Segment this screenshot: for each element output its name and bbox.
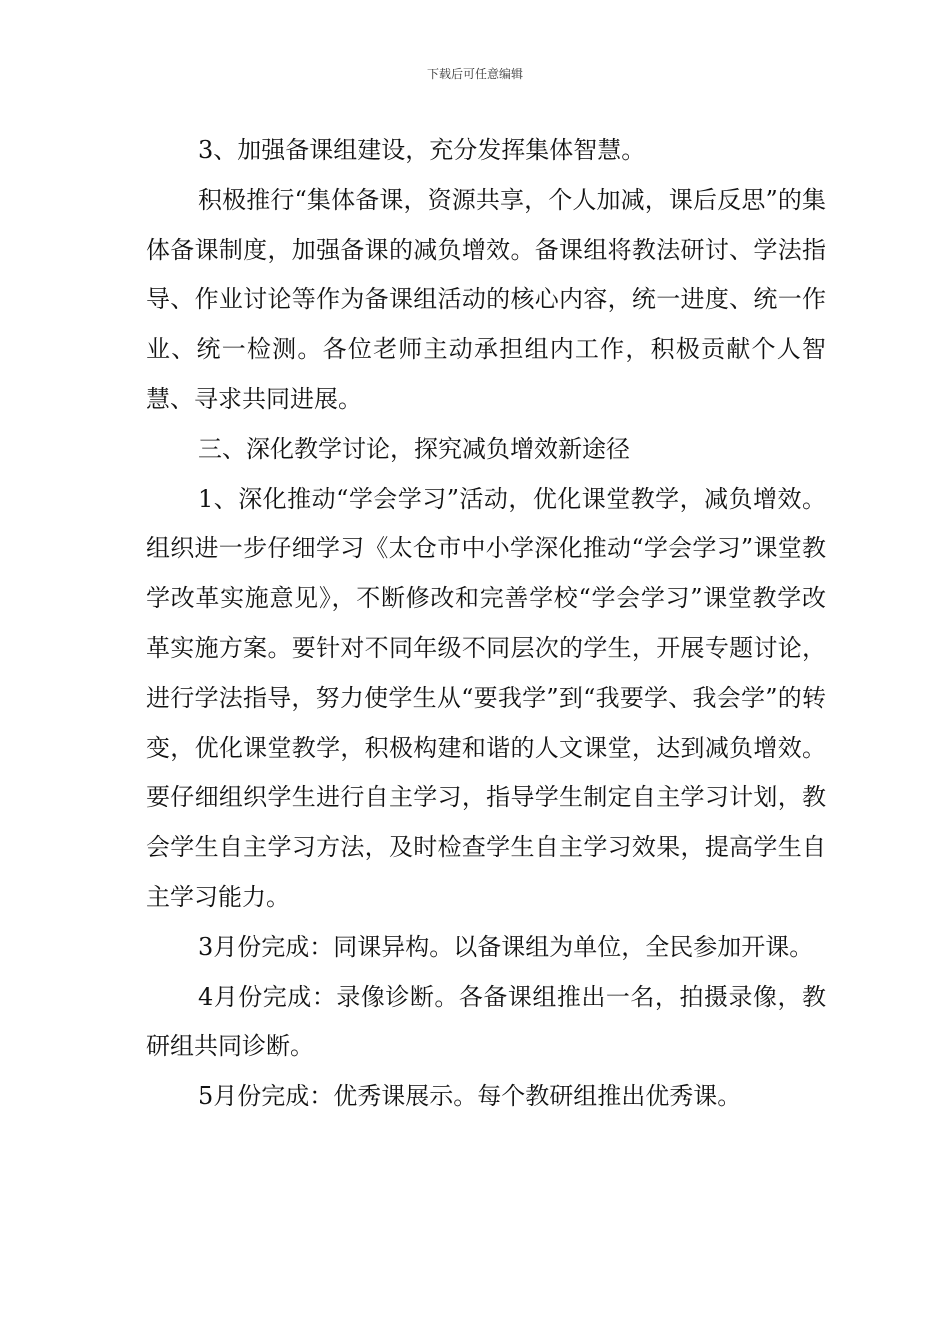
paragraph-item-1: 1、深化推动“学会学习”活动，优化课堂教学，减负增效。组织进一步仔细学习《太仓市中小学深化推动“学会学习”课堂教学改革实施意见》，不断修改和完善学校“学会学习”课堂教学改革实施方案。要针对不同年级不同层次的学生，开展专题讨论，进行学法指导，努力使学生从“要我学”到“我要学、我会学”的转变，优化课堂教学，积极构建和谐的人文课堂，达到减负增效。要仔细组织学生进行自主学习，指导学生制定自主学习计划，教会学生自主学习方法，及时检查学生自主学习效果，提高学生自主学习能力。 — [146, 484, 826, 911]
document-body — [146, 126, 826, 1122]
paragraph-march: 3月份完成：同课异构。以备课组为单位，全民参加开课。 — [198, 932, 814, 961]
section-heading-3: 三、深化教学讨论，探究减负增效新途径 — [198, 434, 630, 463]
paragraph-april: 4月份完成：录像诊断。各备课组推出一名，拍摄录像，教研组共同诊断。 — [146, 982, 826, 1061]
paragraph-collective-prep: 积极推行“集体备课，资源共享，个人加减，课后反思”的集体备课制度，加强备课的减负增效。备课组将教法研讨、学法指导、作业讨论等作为备课组活动的核心内容，统一进度、统一作业、统一检测。各位老师主动承担组内工作，积极贡献个人智慧、寻求共同进展。 — [146, 185, 826, 413]
page-header: 下载后可任意编辑 — [426, 67, 523, 81]
paragraph-may: 5月份完成：优秀课展示。每个教研组推出优秀课。 — [198, 1082, 742, 1111]
paragraph-item-3: 3、加强备课组建设，充分发挥集体智慧。 — [198, 136, 646, 164]
